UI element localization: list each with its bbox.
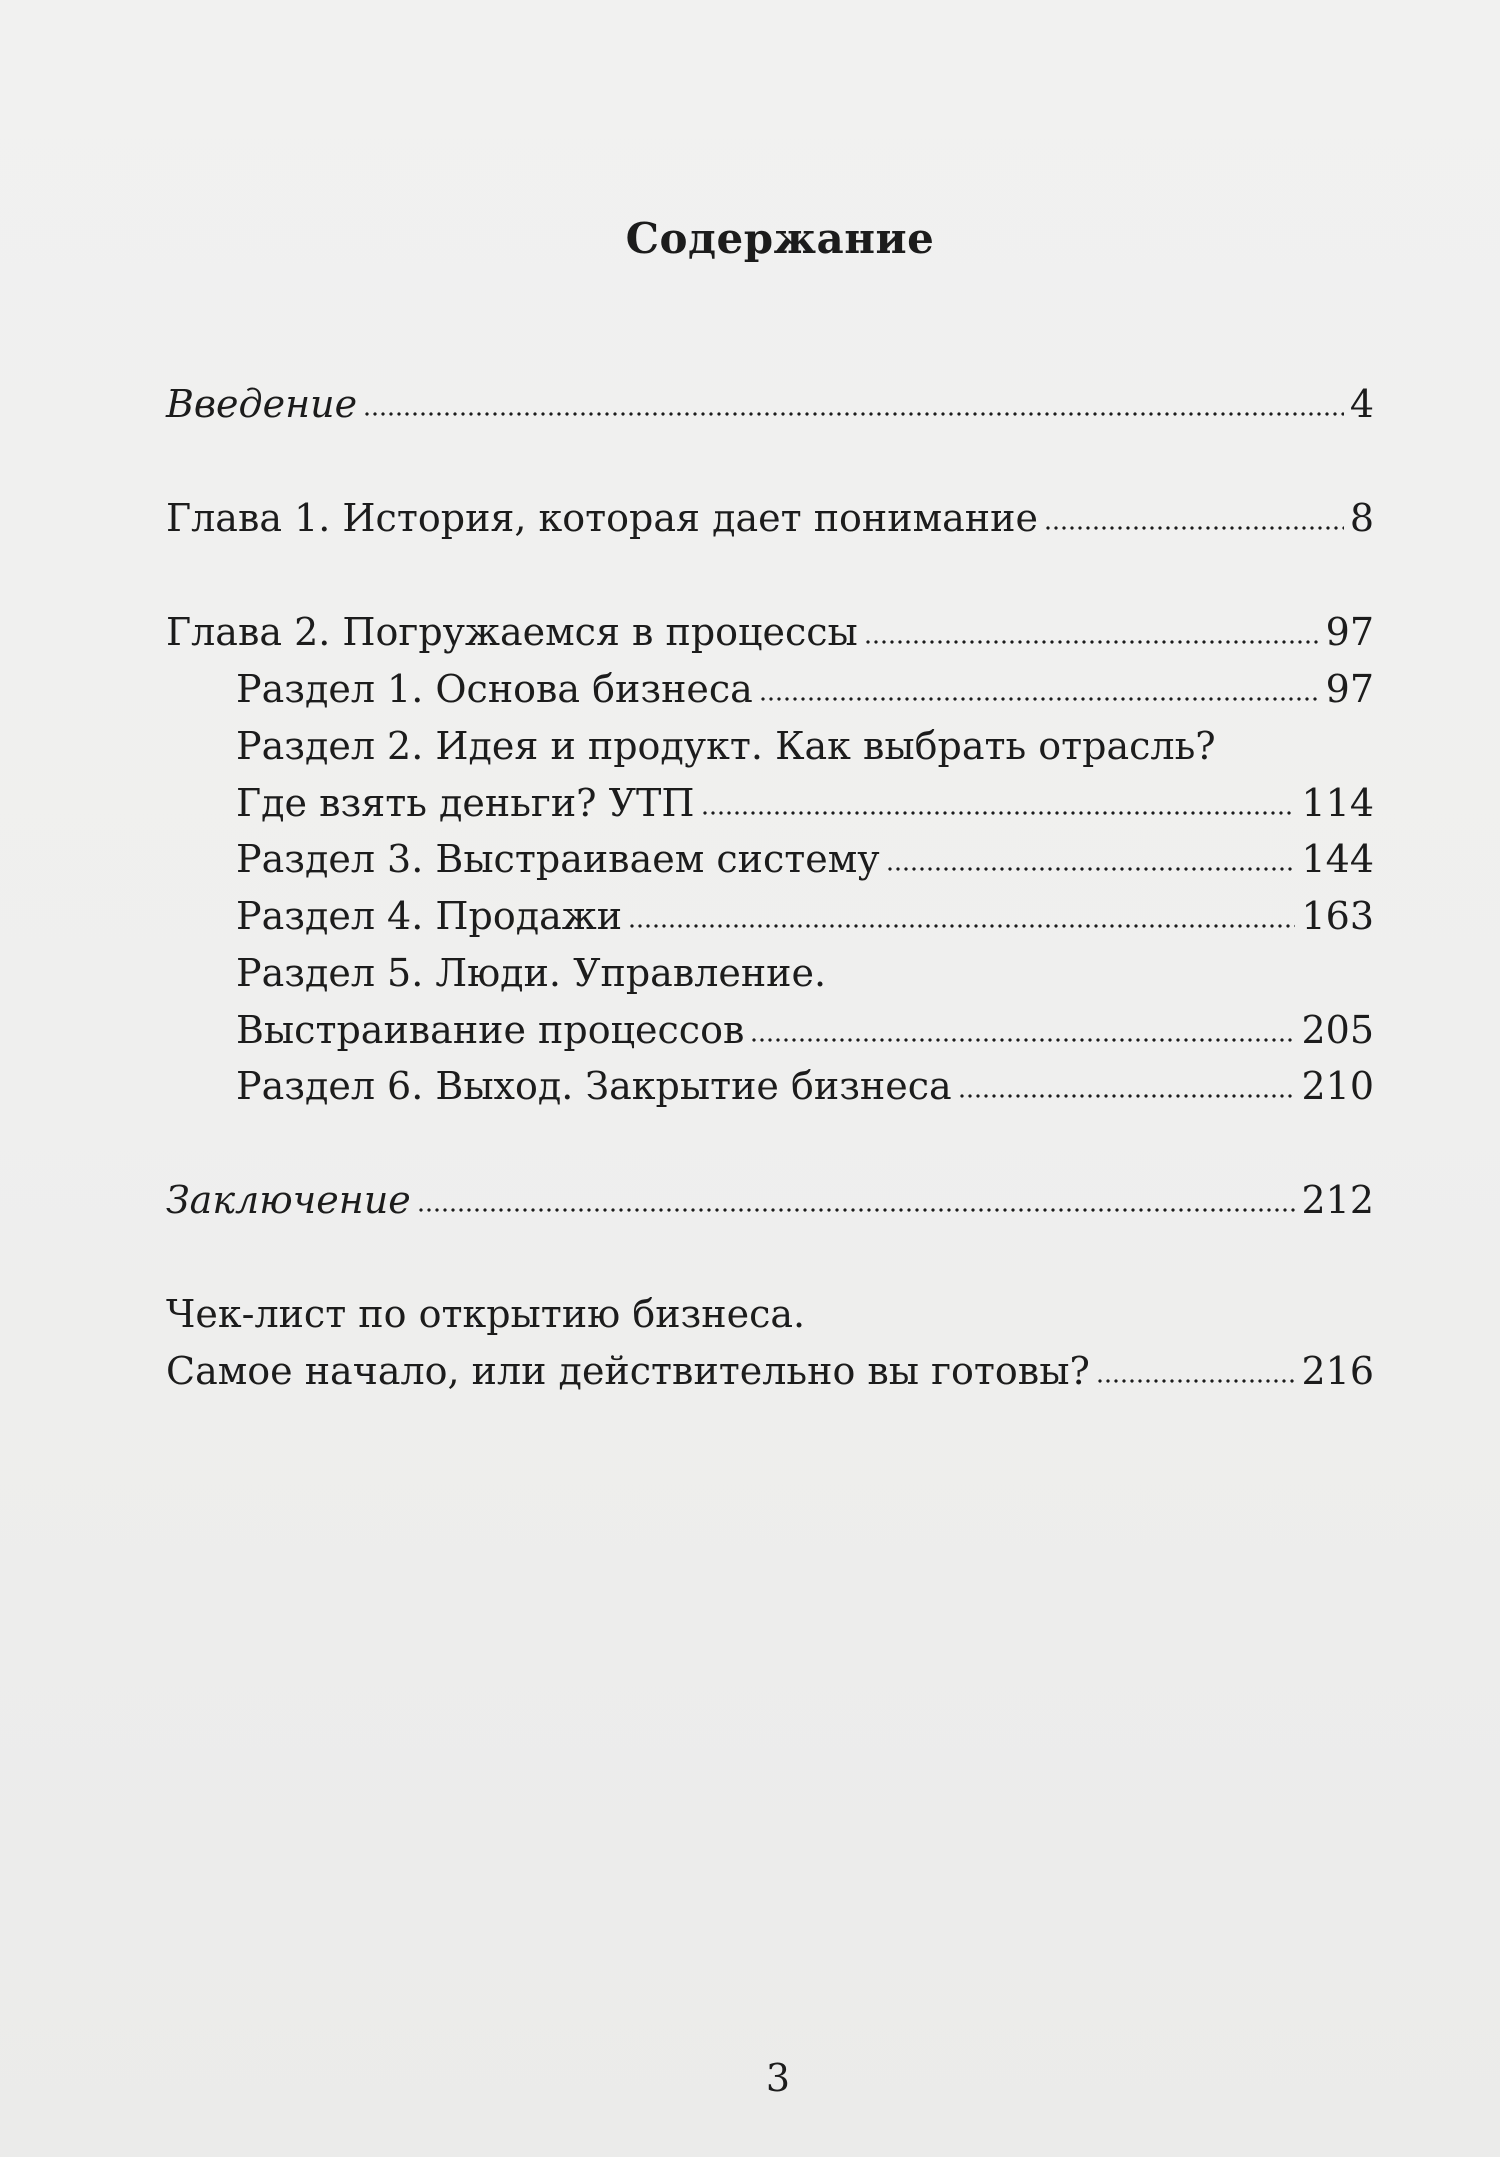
toc-title: Содержание [625,214,935,263]
toc-entry-label: Введение [166,382,358,426]
toc-entry-page: 144 [1301,837,1374,881]
toc-entry-conclusion [166,1176,1374,1224]
toc-entry-page: 210 [1301,1064,1374,1108]
toc-entry-label: Чек-лист по открытию бизнеса. [166,1292,806,1336]
toc-entry-label: Раздел 3. Выстраиваем систему [236,837,880,881]
toc-entry-checklist-line-1 [166,1290,1374,1338]
page-number: 3 [765,2056,791,2100]
dot-leader [701,809,1296,817]
dot-leader [759,695,1320,703]
toc-entry-label: Раздел 1. Основа бизнеса [236,667,753,711]
toc-entry-label: Раздел 2. Идея и продукт. Как выбрать отрасль? [236,724,1216,768]
toc-entry-label: Где взять деньги? УТП [236,781,695,825]
toc-entry-section-3 [236,835,1374,883]
toc-entry-label: Раздел 6. Выход. Закрытие бизнеса [236,1064,952,1108]
toc-entry-checklist-line-2 [166,1347,1374,1395]
dot-leader [417,1206,1296,1214]
dot-leader [958,1092,1296,1100]
toc-entry-section-1 [236,665,1374,713]
toc-entry-page: 97 [1325,610,1374,654]
dot-leader [363,410,1344,418]
toc-entry-section-6 [236,1062,1374,1110]
dot-leader [1044,524,1344,532]
toc-entry-section-5-line-1 [236,949,1374,997]
toc-entry-label: Заключение [166,1178,411,1222]
toc-entry-label: Выстраивание процессов [236,1008,745,1052]
toc-entry-page: 4 [1349,382,1374,426]
toc-entry-label: Глава 1. История, которая дает понимание [166,496,1038,540]
toc-entry-introduction [166,380,1374,428]
toc-entry-page: 212 [1301,1178,1374,1222]
toc-entry-section-4 [236,892,1374,940]
dot-leader [750,1036,1295,1044]
toc-entry-page: 8 [1349,496,1374,540]
toc-entry-section-2-line-1 [236,722,1374,770]
toc-entry-page: 216 [1301,1349,1374,1393]
toc-entry-label: Глава 2. Погружаемся в процессы [166,610,858,654]
dot-leader [864,638,1320,646]
dot-leader [628,922,1295,930]
toc-entry-page: 163 [1301,894,1374,938]
dot-leader [886,865,1296,873]
toc-entry-label: Раздел 4. Продажи [236,894,623,938]
table-of-contents [166,0,1374,2157]
toc-entry-section-5-line-2 [236,1006,1374,1054]
toc-entry-label: Раздел 5. Люди. Управление. [236,951,827,995]
toc-entry-page: 205 [1301,1008,1374,1052]
toc-entry-page: 114 [1301,781,1374,825]
toc-entry-chapter-2 [166,608,1374,656]
toc-entry-chapter-1 [166,494,1374,542]
dot-leader [1096,1377,1296,1385]
toc-entry-section-2-line-2 [236,779,1374,827]
toc-entry-page: 97 [1325,667,1374,711]
toc-entry-label: Самое начало, или действительно вы готовы? [166,1349,1090,1393]
